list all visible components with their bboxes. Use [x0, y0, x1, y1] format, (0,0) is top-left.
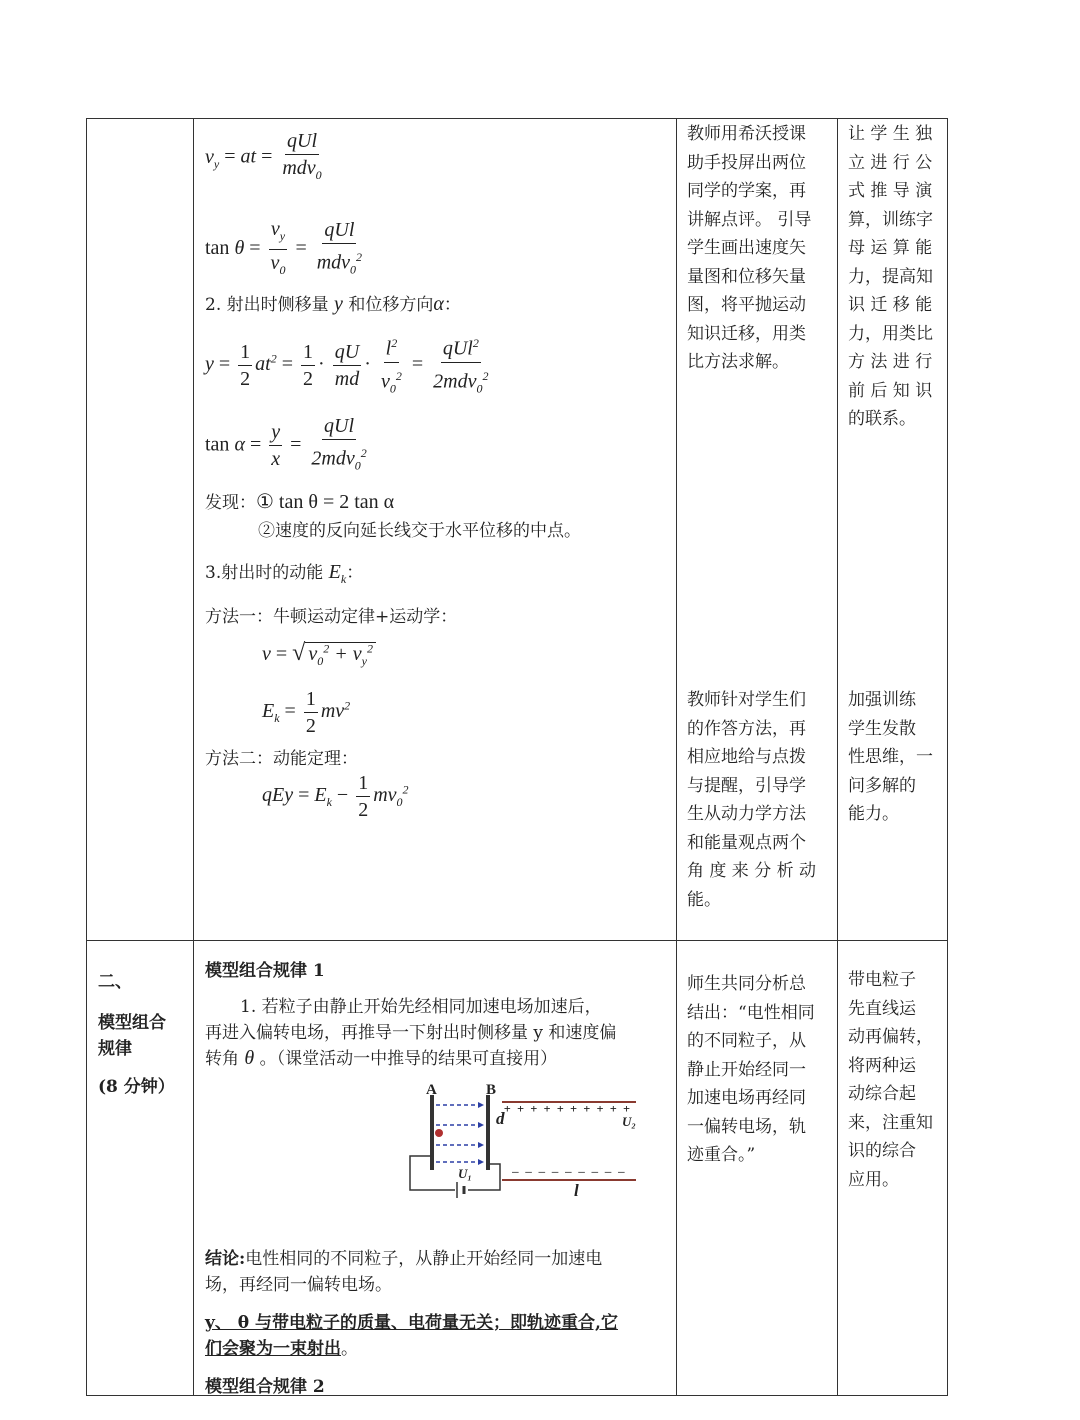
label-l: l [574, 1181, 579, 1200]
text-line: 识的综合 [848, 1141, 916, 1161]
item2-label: 2. 射出时侧移量 [205, 295, 329, 315]
circuit-diagram [400, 1080, 650, 1200]
text-line: 教师针对学生们 [687, 690, 806, 710]
formula-ek: $E_k$ = $\frac{1}{2}$ $mv^2$ [262, 688, 351, 737]
section-label [98, 968, 188, 1102]
result-end: 。 [341, 1339, 358, 1359]
text-line: 动再偏转， [848, 1027, 933, 1047]
text-line: 静止开始经同一 [687, 1059, 806, 1080]
section-title-line1: 模型组合 [98, 1012, 166, 1033]
field-arrowheads [478, 1102, 484, 1165]
teacher-activity-3 [687, 970, 827, 1170]
formula-tan-alpha: tan α = $\frac{y}{x}$ = $\frac{\text{qUl}}{2mdv_0^2}$ [205, 415, 367, 473]
text-line: 和能量观点两个 [687, 832, 806, 853]
row-divider [86, 940, 948, 941]
text-line: 教师用希沃授课 [687, 124, 806, 144]
finding-1-text: ① tan θ = 2 tan α [256, 491, 395, 513]
text-line: 力，用类比 [848, 323, 933, 344]
para1-line2: 再进入偏转电场，再推导一下射出时侧移量 y 和速度偏 [205, 1023, 617, 1043]
text-line: 结出：“电性相同 [687, 1002, 815, 1023]
text-line: 加速电场再经同 [687, 1088, 806, 1108]
text-line: 同学的学案，再 [687, 181, 806, 201]
text-line: 与提醒，引导学 [687, 775, 806, 796]
text-line: 量图和位移矢量 [687, 266, 806, 287]
table-divider-1 [193, 118, 194, 1396]
label-u2: U₂ [622, 1114, 636, 1129]
formula-vy: $v_y$ = at = $\frac{\text{qUl}}{mdv_0}$ [205, 130, 322, 182]
text-line: 力，提高知 [848, 266, 933, 287]
wire-right [468, 1164, 500, 1190]
design-intent-2 [848, 686, 943, 829]
table-divider-2 [676, 118, 677, 1396]
label-b: B [486, 1082, 497, 1098]
item2-mid: 和位移方向 [348, 295, 434, 315]
conclusion-line1 [205, 1244, 602, 1269]
text-line: 知识迁移，用类 [687, 323, 806, 344]
text-line: 加强训练 [848, 690, 916, 710]
formula-v: v = √ $v_0^2 + v_y^2$ [262, 640, 376, 669]
item3-end: ： [346, 563, 364, 583]
teacher-activity-2 [687, 686, 827, 914]
para1-line1: 1. 若粒子由静止开始先经相同加速电场加速后， [240, 997, 602, 1017]
teacher-activity-1 [687, 120, 827, 377]
text-line: 让 学 生 独 [848, 124, 933, 144]
text-line: 学生画出速度矢 [687, 238, 806, 258]
formula-energy: qEy = $E_k$ − $\frac{1}{2}$ $mv_0^2$ [262, 772, 409, 821]
text-line: 前 后 知 识 [848, 380, 933, 401]
conclusion-label: 结论: [205, 1249, 246, 1269]
plate-b [486, 1095, 490, 1170]
text-line: 的不同粒子，从 [687, 1031, 806, 1051]
text-line: 学生发散 [848, 718, 916, 739]
label-d: d [496, 1109, 505, 1128]
text-line: 师生共同分析总 [687, 974, 806, 994]
item3-heading: 3.射出时的动能 $E_k$： [205, 561, 364, 586]
rule1-title: 模型组合规律 1 [205, 961, 325, 981]
text-line: 先直线运 [848, 998, 916, 1019]
text-line: 母 运 算 能 [848, 238, 933, 258]
text-line: 带电粒子 [848, 970, 916, 990]
para1-line3b: 。（课堂活动一中推导的结果可直接用） [259, 1049, 558, 1069]
section-time: (8 分钟） [98, 1077, 175, 1097]
table-border-top [86, 118, 948, 119]
formula-y: y = $\frac{1}{2}$ $at^2$ = $\frac{1}{2}$ · $\frac{qU}{md}$ · $\frac{l^2}{v_0^2}$ = $\frac{qUl^2}{2mdv_0^2}$ [205, 332, 494, 399]
plate-a [430, 1095, 434, 1170]
section-number: 二、 [98, 972, 132, 992]
item2-heading: 2. 射出时侧移量 y 和位移方向α： [205, 293, 461, 315]
result-line2-text: 们会聚为一束射出 [205, 1339, 341, 1359]
text-line: 助手投屏出两位 [687, 152, 806, 173]
text-line: 能力。 [848, 804, 899, 824]
text-line: 角 度 来 分 析 动 [687, 861, 817, 881]
particle-dot [435, 1129, 443, 1137]
text-line: 相应地给与点拨 [687, 747, 806, 767]
finding-2: ②速度的反向延长线交于水平位移的中点。 [258, 521, 581, 541]
minus-signs: – – – – – – – – – [512, 1165, 625, 1178]
method-2: 方法二：动能定理： [205, 749, 358, 769]
para1-line3: 转角 θ 。（课堂活动一中推导的结果可直接用） [205, 1047, 558, 1069]
table-border-left [86, 118, 87, 1396]
text-line: 性思维，一 [848, 747, 933, 767]
text-line: 能。 [687, 889, 721, 910]
result-line2 [205, 1334, 358, 1359]
text-line: 的作答方法，再 [687, 718, 806, 739]
item3-label: 3.射出时的动能 [205, 563, 324, 583]
conclusion-line2: 场，再经同一偏转电场。 [205, 1275, 392, 1295]
table-border-right [947, 118, 948, 1396]
finding-label: 发现： [205, 493, 256, 513]
text-line: 将两种运 [848, 1055, 916, 1076]
text-line: 问多解的 [848, 775, 916, 796]
label-a: A [426, 1082, 437, 1098]
text-line: 方 法 进 行 [848, 352, 933, 372]
formula-tan-theta: tan θ = $\frac{v_y}{v_0}$ = $\frac{\text{qUl}}{mdv_0^2}$ [205, 218, 363, 277]
text-line: 动综合起 [848, 1084, 916, 1104]
text-line: 来，注重知 [848, 1112, 933, 1133]
text-line: 式 推 导 演 [848, 181, 933, 201]
text-line: 比方法求解。 [687, 352, 789, 372]
text-line: 讲解点评。 引导 [687, 209, 812, 230]
rule2-title: 模型组合规律 2 [205, 1377, 325, 1397]
text-line: 一偏转电场，轨 [687, 1116, 806, 1137]
text-line: 生从动力学方法 [687, 804, 806, 824]
text-line: 立 进 行 公 [848, 152, 933, 173]
finding-1 [205, 488, 394, 514]
design-intent-1 [848, 120, 943, 434]
plus-signs: + + + + + + + + + + [504, 1102, 630, 1115]
text-line: 迹重合。” [687, 1145, 756, 1165]
text-line: 应用。 [848, 1169, 899, 1190]
table-divider-3 [837, 118, 838, 1396]
result-line1: y、 θ 与带电粒子的质量、电荷量无关；即轨迹重合,它 [205, 1313, 618, 1333]
text-line: 识 迁 移 能 [848, 295, 933, 315]
item2-end: ： [443, 295, 461, 315]
text-line: 图，将平抛运动 [687, 295, 806, 315]
label-u1: U₁ [458, 1166, 472, 1181]
design-intent-3 [848, 966, 943, 1194]
method-1: 方法一：牛顿运动定律+运动学： [205, 607, 458, 627]
text-line: 算，训练字 [848, 209, 933, 230]
section-title-line2: 规律 [98, 1039, 132, 1059]
text-line: 的联系。 [848, 409, 916, 429]
conclusion-text: 电性相同的不同粒子，从静止开始经同一加速电 [245, 1249, 603, 1269]
para1-line3a: 转角 [205, 1049, 239, 1069]
